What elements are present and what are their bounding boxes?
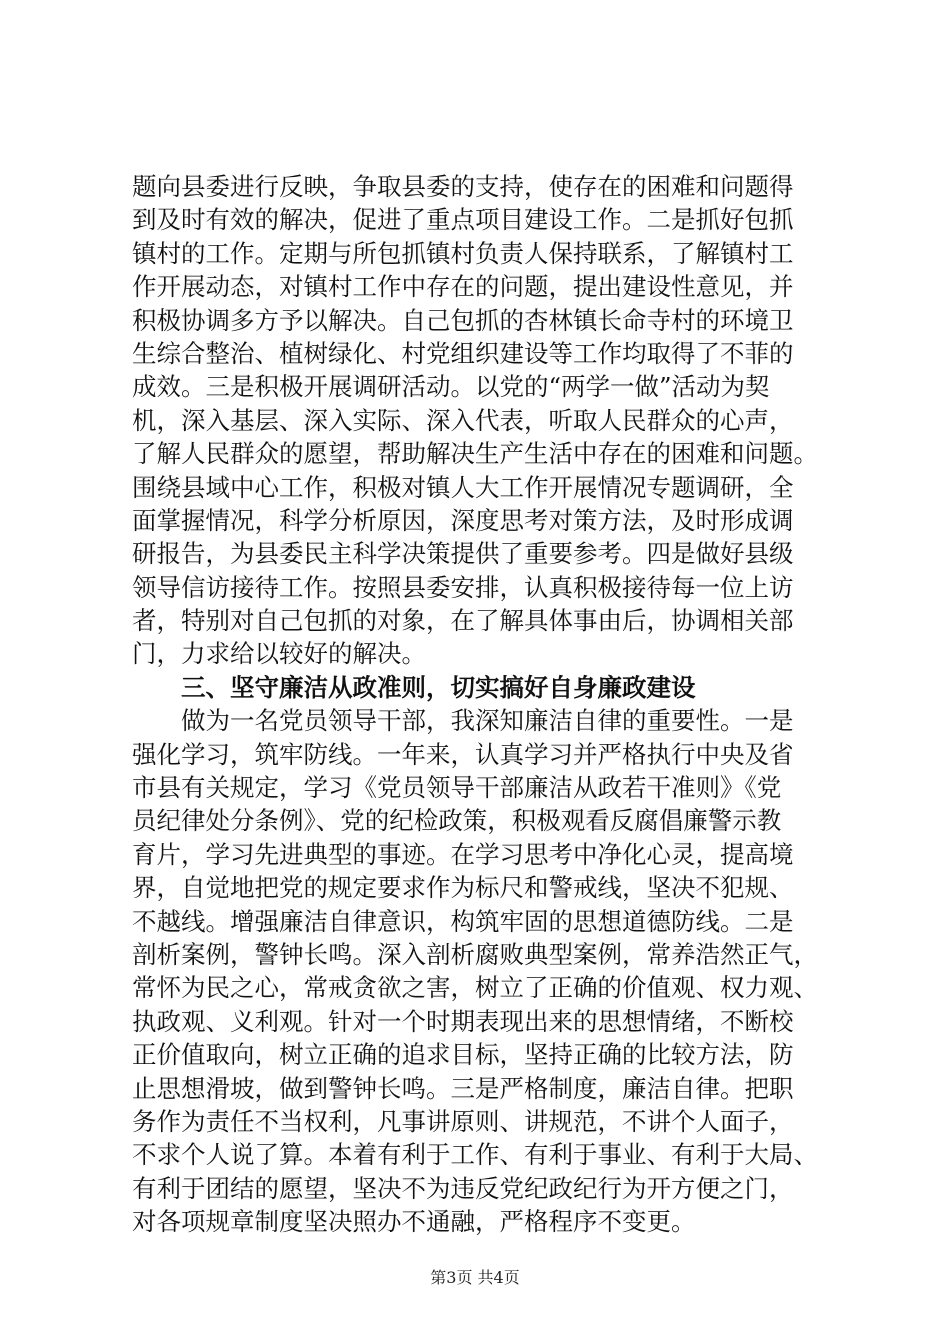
section-heading: 三、坚守廉洁从政准则，切实搞好自身廉政建设 <box>181 672 696 702</box>
body-line: 研报告，为县委民主科学决策提供了重要参考。四是做好县级 <box>132 539 794 569</box>
paragraph-first-line: 做为一名党员领导干部，我深知廉洁自律的重要性。一是 <box>181 706 794 736</box>
body-line: 剖析案例，警钟长鸣。深入剖析腐败典型案例，常养浩然正气， <box>132 939 818 969</box>
body-line: 到及时有效的解决，促进了重点项目建设工作。二是抓好包抓 <box>132 205 794 235</box>
body-line: 对各项规章制度坚决照办不通融，严格程序不变更。 <box>132 1207 696 1237</box>
body-line: 界，自觉地把党的规定要求作为标尺和警戒线，坚决不犯规、 <box>132 873 794 903</box>
body-line: 作开展动态，对镇村工作中存在的问题，提出建设性意见，并 <box>132 272 794 302</box>
document-body <box>132 170 832 1239</box>
body-line: 领导信访接待工作。按照县委安排，认真积极接待每一位上访 <box>132 572 794 602</box>
body-line: 不越线。增强廉洁自律意识，构筑牢固的思想道德防线。二是 <box>132 906 794 936</box>
body-line: 积极协调多方予以解决。自己包抓的杏林镇长命寺村的环境卫 <box>132 305 794 335</box>
body-line: 强化学习，筑牢防线。一年来，认真学习并严格执行中央及省 <box>132 739 794 769</box>
body-line: 市县有关规定，学习《党员领导干部廉洁从政若干准则》《党 <box>132 773 782 803</box>
body-line: 常怀为民之心，常戒贪欲之害，树立了正确的价值观、权力观、 <box>132 973 818 1003</box>
body-line: 围绕县域中心工作，积极对镇人大工作开展情况专题调研，全 <box>132 472 794 502</box>
body-line: 执政观、义利观。针对一个时期表现出来的思想情绪，不断校 <box>132 1006 794 1036</box>
body-line: 镇村的工作。定期与所包抓镇村负责人保持联系，了解镇村工 <box>132 238 794 268</box>
body-line: 止思想滑坡，做到警钟长鸣。三是严格制度，廉洁自律。把职 <box>132 1073 794 1103</box>
body-line: 门，力求给以较好的解决。 <box>132 639 426 669</box>
body-line: 生综合整治、植树绿化、村党组织建设等工作均取得了不菲的 <box>132 338 794 368</box>
body-line: 题向县委进行反映，争取县委的支持，使存在的困难和问题得 <box>132 172 794 201</box>
body-line: 正价值取向，树立正确的追求目标，坚持正确的比较方法，防 <box>132 1040 794 1070</box>
body-line: 有利于团结的愿望，坚决不为违反党纪政纪行为开方便之门， <box>132 1173 794 1203</box>
body-line: 了解人民群众的愿望，帮助解决生产生活中存在的困难和问题。 <box>132 439 818 469</box>
body-line: 务作为责任不当权利，凡事讲原则、讲规范，不讲个人面子， <box>132 1106 794 1136</box>
page-number-footer: 第3页 共4页 <box>430 1268 520 1287</box>
body-line: 员纪律处分条例》、党的纪检政策，积极观看反腐倡廉警示教 <box>132 806 782 836</box>
body-line: 者，特别对自己包抓的对象，在了解具体事由后，协调相关部 <box>132 606 794 636</box>
body-line: 机，深入基层、深入实际、深入代表，听取人民群众的心声， <box>132 405 794 435</box>
body-line: 育片，学习先进典型的事迹。在学习思考中净化心灵，提高境 <box>132 839 794 869</box>
body-line: 不求个人说了算。本着有利于工作、有利于事业、有利于大局、 <box>132 1140 818 1170</box>
body-line: 面掌握情况，科学分析原因，深度思考对策方法，及时形成调 <box>132 505 794 535</box>
body-line: 成效。三是积极开展调研活动。以党的“两学一做”活动为契 <box>132 372 770 402</box>
